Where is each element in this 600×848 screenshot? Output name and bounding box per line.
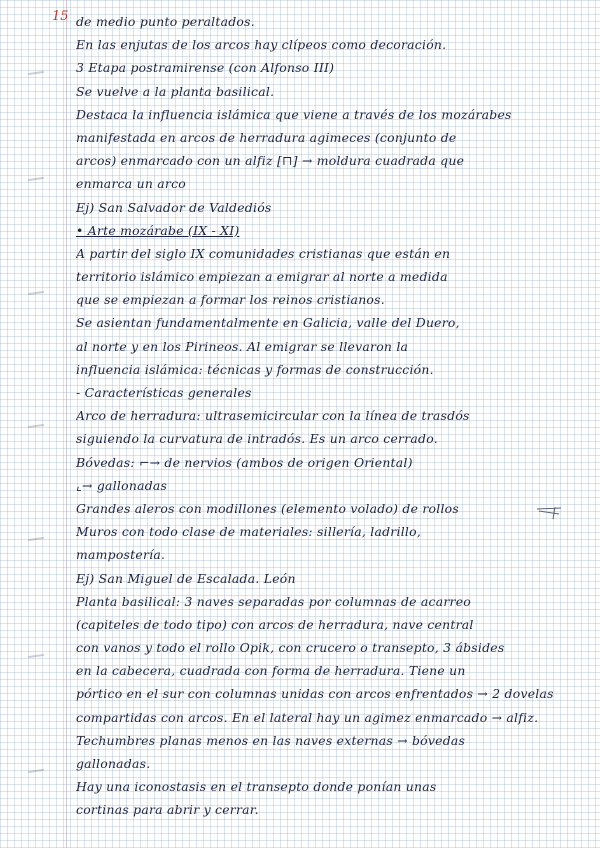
- section-heading: • Arte mozárabe (IX - XI): [76, 222, 240, 238]
- note-line: Grandes aleros con modillones (elemento volado) de rollos: [76, 500, 459, 516]
- note-line: Bóvedas: ⌐→ de nervios (ambos de origen Oriental): [76, 454, 413, 470]
- note-line: (capiteles de todo tipo) con arcos de herradura, nave central: [76, 616, 474, 632]
- note-line: gallonadas.: [76, 756, 151, 771]
- note-line: cortinas para abrir y cerrar.: [76, 802, 259, 818]
- note-line: Hay una iconostasis en el transepto donde ponían unas: [76, 779, 437, 795]
- note-line: manifestada en arcos de herradura agimeces (conjunto de: [76, 129, 457, 145]
- punch-mark: [28, 537, 44, 541]
- note-line: compartidas con arcos. En el lateral hay un agimez enmarcado → alfiz.: [76, 709, 539, 725]
- note-line: que se empiezan a formar los reinos cristianos.: [76, 292, 385, 308]
- margin-line: [66, 0, 67, 848]
- note-line: territorio islámico empiezan a emigrar al norte a medida: [76, 269, 448, 285]
- note-line: Techumbres planas menos en las naves externas → bóvedas: [76, 732, 466, 748]
- note-line: ⌞→ gallonadas: [76, 477, 168, 493]
- note-line: con vanos y todo el rollo Opik, con crucero o transepto, 3 ábsides: [76, 640, 505, 656]
- punch-mark: [28, 291, 44, 295]
- punch-mark: [28, 654, 44, 658]
- note-line: A partir del siglo IX comunidades cristianas que están en: [76, 245, 451, 261]
- note-line: arcos) enmarcado con un alfiz [⊓] → moldura cuadrada que: [76, 153, 465, 169]
- note-line: Planta basilical: 3 naves separadas por columnas de acarreo: [76, 593, 472, 609]
- note-line: mampostería.: [76, 547, 166, 563]
- punch-mark: [28, 71, 44, 75]
- note-line: En las enjutas de los arcos hay clípeos como decoración.: [76, 37, 447, 53]
- handwritten-notes: [76, 10, 596, 822]
- note-line: al norte y en los Pirineos. Al emigrar se llevaron la: [76, 338, 409, 354]
- punch-mark: [28, 769, 44, 773]
- note-line: Arco de herradura: ultrasemicircular con la línea de trasdós: [76, 408, 470, 424]
- note-line: Destaca la influencia islámica que viene a través de los mozárabes: [76, 106, 512, 122]
- note-line: Ej) San Miguel de Escalada. León: [76, 570, 296, 586]
- note-line: - Características generales: [76, 385, 252, 400]
- punch-mark: [28, 177, 44, 181]
- note-line: Muros con todo clase de materiales: sillería, ladrillo,: [76, 524, 422, 540]
- note-line: influencia islámica: técnicas y formas de construcción.: [76, 361, 434, 377]
- note-line: en la cabecera, cuadrada con forma de herradura. Tiene un: [76, 663, 466, 679]
- punch-mark: [28, 424, 44, 428]
- note-line: siguiendo la curvatura de intradós. Es un arco cerrado.: [76, 431, 438, 447]
- note-line: de medio punto peraltados.: [76, 14, 255, 29]
- note-line: Ej) San Salvador de Valdediós: [76, 199, 272, 215]
- note-line: 3 Etapa postramirense (con Alfonso III): [76, 60, 335, 76]
- note-line: Se vuelve a la planta basilical.: [76, 83, 275, 99]
- note-line: enmarca un arco: [76, 176, 186, 192]
- note-line: pórtico en el sur con columnas unidas con arcos enfrentados → 2 dovelas: [76, 686, 554, 702]
- note-line: Se asientan fundamentalmente en Galicia, valle del Duero,: [76, 315, 460, 331]
- page-number: 15: [52, 9, 69, 24]
